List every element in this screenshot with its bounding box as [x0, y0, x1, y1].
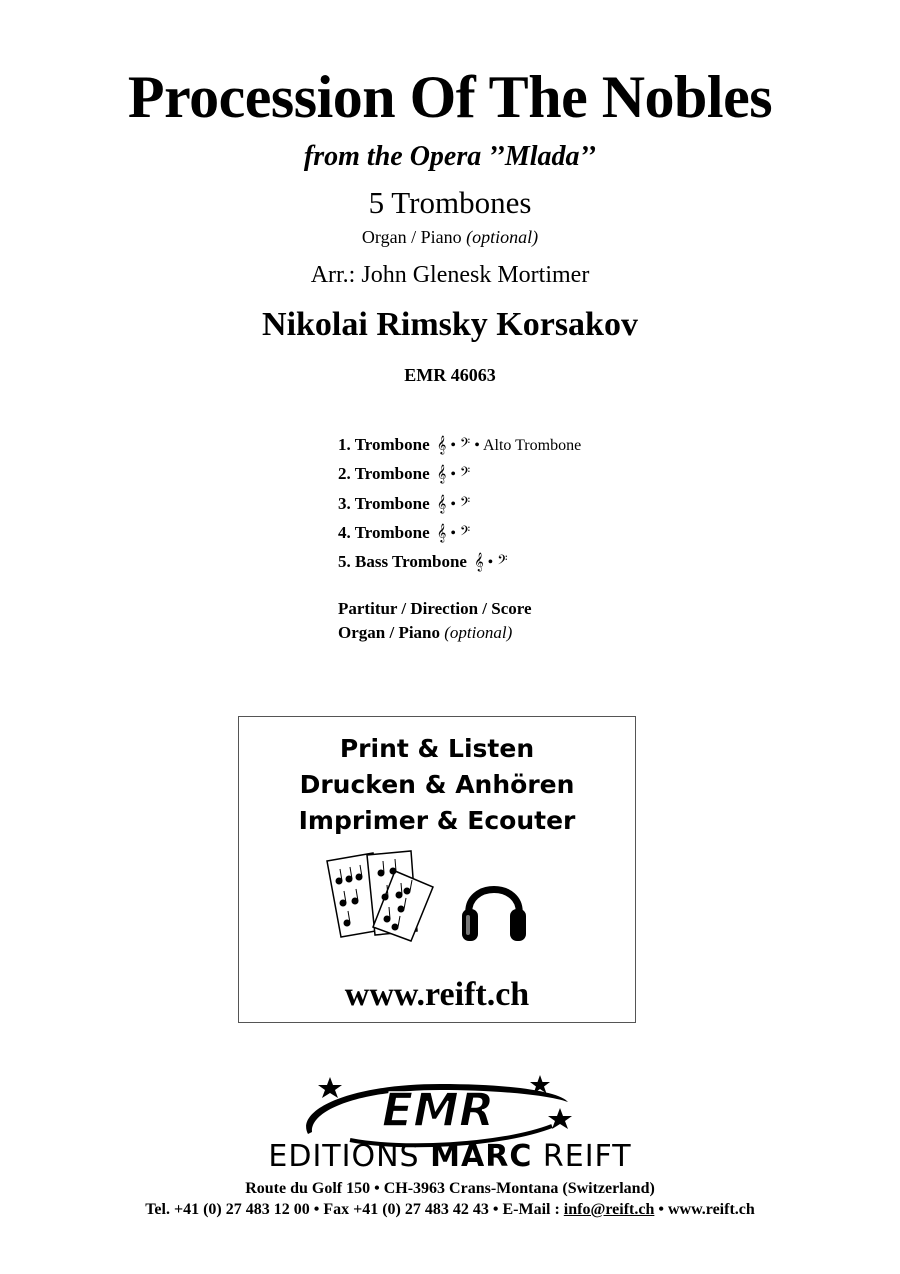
instrumentation: 5 Trombones: [368, 185, 532, 220]
score-item: Partitur / Direction / Score: [338, 599, 532, 618]
part-label: 3. Trombone: [338, 493, 430, 513]
website-url[interactable]: www.reift.ch: [344, 976, 530, 1013]
part-label: 2. Trombone: [338, 464, 430, 484]
part-item: [338, 518, 738, 547]
print-listen-box: [238, 716, 636, 1023]
publisher-contact: [0, 1200, 900, 1220]
promo-line-de: Drucken & Anhören: [299, 770, 575, 799]
part-clefs: 𝄞 • 𝄢 • Alto Trombone: [436, 437, 582, 454]
organ-piano-label: Organ / Piano: [338, 623, 441, 642]
publisher-name-marc: MARC: [430, 1139, 533, 1174]
part-item: [338, 459, 738, 488]
publisher-name: [0, 1140, 900, 1174]
part-label: 5. Bass Trombone: [338, 552, 467, 572]
part-label: 1. Trombone: [338, 435, 430, 454]
part-clefs: 𝄞 • 𝄢: [474, 554, 508, 572]
part-label: 4. Trombone: [338, 522, 430, 542]
part-item: [338, 489, 738, 518]
part-clefs: 𝄞 • 𝄢: [436, 495, 471, 513]
part-clefs: 𝄞 • 𝄢: [436, 466, 471, 484]
sheet-music-icon: [321, 847, 441, 942]
arranger: Arr.: John Glenesk Mortimer: [310, 262, 590, 288]
contact-phone-fax: Tel. +41 (0) 27 483 12 00 • Fax +41 (0) 27 483 42 43 • E-Mail :: [145, 1201, 560, 1218]
score-subtitle: from the Opera ’’Mlada’’: [303, 141, 597, 172]
composer: Nikolai Rimsky Korsakov: [262, 306, 638, 343]
publisher-address: Route du Golf 150 • CH-3963 Crans-Montana (Switzerland): [245, 1180, 655, 1197]
headphones-icon: [459, 867, 529, 947]
accompaniment-line: [0, 226, 900, 248]
organ-piano-item: [338, 621, 738, 645]
part-item: [338, 547, 738, 576]
part-item: [338, 430, 738, 459]
accompaniment: Organ / Piano: [361, 227, 462, 247]
accompaniment-note: (optional): [466, 227, 539, 247]
promo-line-fr: Imprimer & Ecouter: [298, 806, 576, 835]
publisher-name-reift: REIFT: [542, 1139, 632, 1174]
publisher-name-editions: EDITIONS: [268, 1139, 420, 1174]
email-link[interactable]: info@reift.ch: [563, 1201, 655, 1218]
organ-piano-note: (optional): [444, 623, 513, 642]
catalog-number: EMR 46063: [404, 365, 496, 385]
promo-line-en: Print & Listen: [339, 734, 535, 763]
logo-text: EMR: [381, 1083, 495, 1137]
score-title: Procession Of The Nobles: [127, 64, 773, 130]
extras-list: [338, 597, 738, 645]
part-clefs: 𝄞 • 𝄢: [436, 524, 471, 542]
parts-list: [338, 430, 738, 576]
contact-website[interactable]: • www.reift.ch: [658, 1201, 755, 1218]
